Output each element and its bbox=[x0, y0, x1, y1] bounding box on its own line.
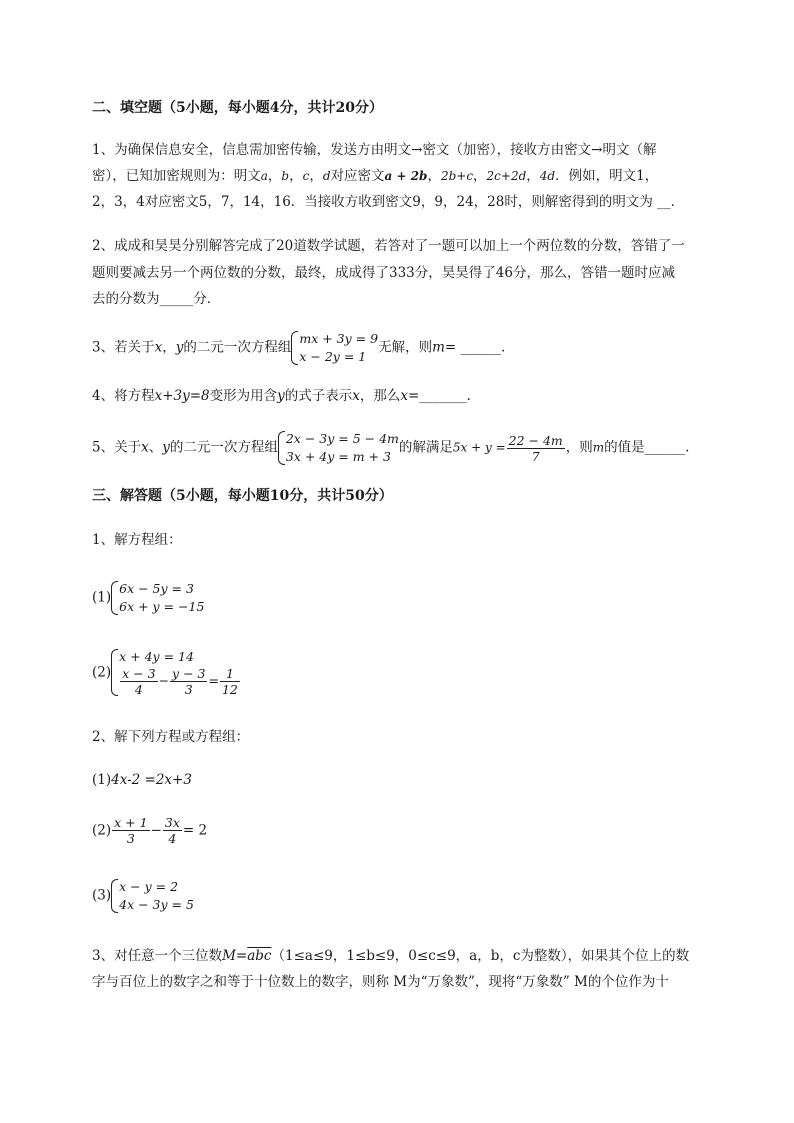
q2-2-line1: 2、成成和昊昊分别解答完成了20道数学试题，若答对了一题可以加上一个两位数的分数，答错了一 bbox=[92, 238, 685, 254]
expr-4d: 4d bbox=[539, 169, 556, 183]
var-y: y bbox=[175, 339, 184, 356]
equals: = bbox=[208, 673, 219, 688]
numerator: x − 3 bbox=[122, 666, 156, 681]
comma: ， bbox=[309, 168, 323, 184]
var-x: x bbox=[141, 439, 149, 456]
q3-3-line2: 字与百位上的数字之和等于十位数上的数字，则称 M为“万象数”，现将“万象数” M的个位作为十 bbox=[92, 974, 669, 990]
equation: x+3y=8 bbox=[154, 388, 210, 404]
answer-blank: 的值是______. bbox=[604, 439, 690, 456]
text: 的解满足 bbox=[398, 439, 453, 456]
equation: x − y = 2 bbox=[119, 879, 179, 894]
text: 的式子表示 bbox=[284, 388, 353, 404]
q2-1-line2 bbox=[92, 166, 658, 186]
equation-system bbox=[111, 580, 204, 616]
part-label: (2) bbox=[92, 822, 112, 839]
equation: 4x-2 =2x+3 bbox=[111, 772, 192, 788]
fraction bbox=[220, 666, 240, 697]
text: ，则 bbox=[565, 439, 593, 456]
equation: x + 4y = 14 bbox=[119, 649, 194, 664]
numerator: 3x bbox=[164, 815, 180, 830]
var-d: d bbox=[322, 169, 331, 183]
equation: 6x + y = −15 bbox=[119, 599, 205, 614]
q3-1-part1 bbox=[92, 580, 204, 616]
q2-4 bbox=[92, 386, 471, 406]
brace bbox=[111, 649, 118, 696]
text: ．例如，明文1， bbox=[555, 168, 659, 184]
brace bbox=[111, 879, 118, 913]
brace bbox=[111, 581, 118, 615]
minus: − bbox=[158, 673, 170, 688]
brace bbox=[291, 331, 298, 365]
var-a: a bbox=[260, 169, 268, 183]
equation-system bbox=[291, 330, 378, 366]
part-label: (3) bbox=[92, 887, 112, 904]
section-3-title: 三、解答题（5小题，每小题10分，共计50分） bbox=[92, 488, 393, 504]
q2-2-line2: 题则要减去另一个两位数的分数，最终，成成得了333分，昊昊得了46分，那么，答错一题时应减 bbox=[92, 265, 675, 281]
q3-1-head: 1、解方程组： bbox=[92, 532, 182, 548]
fraction bbox=[507, 433, 565, 464]
text: 的二元一次方程组 bbox=[183, 339, 292, 356]
part-label: (1) bbox=[92, 589, 112, 606]
comma: ， bbox=[162, 339, 176, 356]
var-b: b bbox=[281, 169, 290, 183]
comma: ， bbox=[267, 168, 282, 184]
text: ，那么 bbox=[359, 388, 401, 404]
rhs: = 2 bbox=[182, 822, 208, 839]
denominator: 4 bbox=[168, 831, 177, 846]
equation-system bbox=[278, 430, 399, 466]
q2-2-line3: 去的分数为_____分． bbox=[92, 291, 221, 307]
q3-3-line1 bbox=[92, 946, 689, 966]
q2-1-line3: 2，3，4对应密文5，7，14，16．当接收方收到密文9，9，24，28时，则解密得到的明文为 __． bbox=[92, 194, 685, 210]
q3-2-part2 bbox=[92, 815, 207, 846]
q3-2-part1 bbox=[92, 770, 192, 790]
text: 5、关于 bbox=[92, 439, 142, 456]
q3-2-head: 2、解下列方程或方程组： bbox=[92, 729, 250, 745]
equation-system bbox=[111, 648, 241, 697]
comma: ， bbox=[427, 168, 441, 184]
equation-system bbox=[111, 878, 194, 914]
text: 变形为用含 bbox=[209, 388, 278, 404]
q3-2-part3 bbox=[92, 878, 194, 914]
text: 3、若关于 bbox=[92, 339, 155, 356]
section-2-title: 二、填空题（5小题，每小题4分，共计20分） bbox=[92, 100, 383, 116]
part-label: (2) bbox=[92, 664, 112, 681]
numerator: 1 bbox=[220, 666, 240, 682]
var-x: x bbox=[154, 339, 163, 356]
numerator: x + 1 bbox=[114, 815, 148, 830]
text: 对应密文 bbox=[330, 168, 385, 184]
minus: − bbox=[150, 822, 162, 839]
fraction bbox=[112, 815, 149, 846]
denominator: 7 bbox=[531, 448, 540, 464]
equation: 6x − 5y = 3 bbox=[119, 581, 194, 596]
comma: ， bbox=[473, 168, 487, 184]
expr-2c-2d: 2c+2d bbox=[486, 169, 527, 183]
var-m: m bbox=[432, 339, 445, 356]
denominator: 4 bbox=[134, 682, 143, 697]
equation: mx + 3y = 9 bbox=[299, 331, 379, 346]
text: 无解，则 bbox=[378, 339, 433, 356]
comma: ， bbox=[289, 168, 303, 184]
var-m: m bbox=[592, 440, 605, 455]
equation: 3x + 4y = m + 3 bbox=[285, 449, 391, 464]
comma: ， bbox=[526, 168, 540, 184]
brace bbox=[278, 431, 285, 465]
fraction bbox=[170, 666, 207, 697]
fraction bbox=[163, 815, 182, 846]
var-x: x bbox=[400, 388, 409, 404]
var-x: x bbox=[352, 388, 360, 404]
q2-3 bbox=[92, 330, 505, 366]
answer-blank: =_______. bbox=[408, 388, 471, 404]
denominator: 3 bbox=[126, 831, 135, 846]
var-y: y bbox=[162, 439, 170, 456]
q2-1-line1: 1、为确保信息安全，信息需加密传输，发送方由明文→密文（加密），接收方由密文→明文（解 bbox=[92, 142, 657, 158]
var-y: y bbox=[277, 388, 285, 404]
overline-abc: $\overline{abc}$ bbox=[247, 948, 272, 964]
answer-blank: = ______. bbox=[444, 339, 506, 356]
equation: 2x − 3y = 5 − 4m bbox=[285, 431, 399, 446]
equals: = bbox=[235, 948, 248, 964]
q2-5 bbox=[92, 430, 689, 466]
separator: 、 bbox=[148, 439, 163, 456]
equation-fractions bbox=[119, 666, 241, 697]
equation: 4x − 3y = 5 bbox=[119, 897, 194, 912]
var-c: c bbox=[302, 169, 310, 183]
numerator: 22 − 4m bbox=[508, 432, 563, 448]
var-M: M bbox=[222, 948, 236, 964]
expression: 5x + y = bbox=[452, 440, 506, 455]
numerator: y − 3 bbox=[172, 666, 206, 681]
expr-2b-c: 2b+c bbox=[440, 169, 474, 183]
denominator: 12 bbox=[221, 682, 238, 697]
denominator: 3 bbox=[184, 682, 193, 697]
expr-a-2b: a + 2b bbox=[384, 169, 428, 183]
text: （1≤a≤9，1≤b≤9，0≤c≤9，a，b，c为整数），如果其个位上的数 bbox=[271, 948, 690, 964]
fraction bbox=[120, 666, 157, 697]
q3-1-part2 bbox=[92, 648, 241, 697]
part-label: (1) bbox=[92, 772, 112, 788]
text: 4、将方程 bbox=[92, 388, 155, 404]
text: 的二元一次方程组 bbox=[169, 439, 278, 456]
text: 3、对任意一个三位数 bbox=[92, 948, 223, 964]
text: 密），已知加密规则为：明文 bbox=[92, 168, 261, 184]
equation: x − 2y = 1 bbox=[299, 349, 367, 364]
